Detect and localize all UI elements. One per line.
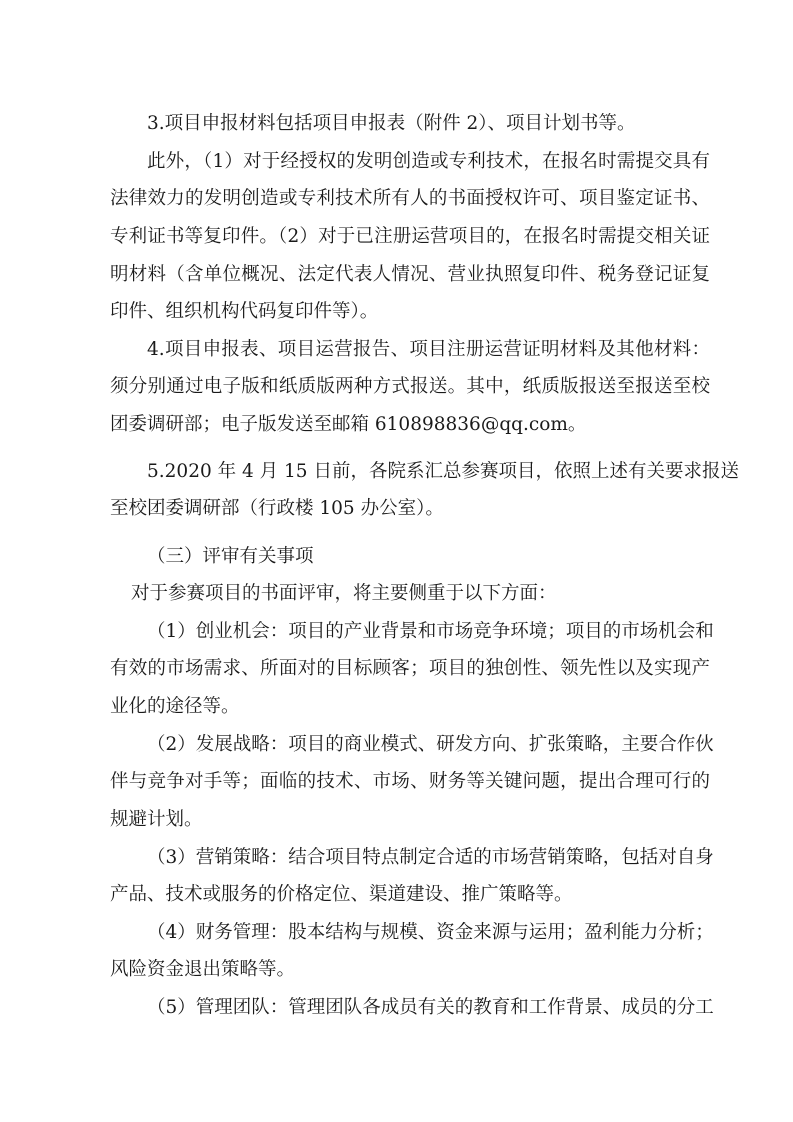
paragraph-line: 此外，（1）对于经授权的发明创造或专利技术，在报名时需提交具有	[147, 151, 710, 172]
list-item-line: 风险资金退出策略等。	[110, 959, 296, 980]
list-item-line: （4）财务管理：股本结构与规模、资金来源与运用；盈利能力分析；	[147, 922, 714, 943]
list-item-line: 有效的市场需求、所面对的目标顾客；项目的独创性、领先性以及实现产	[110, 658, 710, 679]
paragraph-line: 印件、组织机构代码复印件等）。	[110, 301, 379, 322]
paragraph-line: 团委调研部；电子版发送至邮箱 610898836@qq.com。	[110, 414, 587, 435]
paragraph-line: 须分别通过电子版和纸质版两种方式报送。其中，纸质版报送至报送至校	[110, 376, 710, 397]
list-item-line: （5）管理团队：管理团队各成员有关的教育和工作背景、成员的分工	[147, 997, 714, 1018]
paragraph-line: 对于参赛项目的书面评审，将主要侧重于以下方面：	[131, 583, 557, 604]
paragraph-line: 4.项目申报表、项目运营报告、项目注册运营证明材料及其他材料：	[147, 339, 710, 360]
list-item-line: （2）发展战略：项目的商业模式、研发方向、扩张策略，主要合作伙	[147, 734, 714, 755]
list-item-line: 伴与竞争对手等；面临的技术、市场、财务等关键问题，提出合理可行的	[110, 771, 710, 792]
paragraph-line: 5.2020 年 4 月 15 日前，各院系汇总参赛项目，依照上述有关要求报送	[147, 461, 739, 482]
paragraph-line: 明材料（含单位概况、法定代表人情况、营业执照复印件、税务登记证复	[110, 264, 710, 285]
paragraph-line: 3.项目申报材料包括项目申报表（附件 2）、项目计划书等。	[147, 113, 636, 134]
section-heading: （三）评审有关事项	[147, 546, 314, 567]
paragraph-line: 法律效力的发明创造或专利技术所有人的书面授权许可、项目鉴定证书、	[110, 188, 710, 209]
paragraph-line: 至校团委调研部（行政楼 105 办公室）。	[110, 498, 444, 519]
list-item-line: 规避计划。	[110, 809, 203, 830]
list-item-line: （1）创业机会：项目的产业背景和市场竞争环境；项目的市场机会和	[147, 621, 714, 642]
list-item-line: 产品、技术或服务的价格定位、渠道建设、推广策略等。	[110, 884, 573, 905]
list-item-line: （3）营销策略：结合项目特点制定合适的市场营销策略，包括对自身	[147, 847, 714, 868]
paragraph-line: 专利证书等复印件。（2）对于已注册运营项目的，在报名时需提交相关证	[110, 226, 710, 247]
list-item-line: 业化的途径等。	[110, 696, 240, 717]
